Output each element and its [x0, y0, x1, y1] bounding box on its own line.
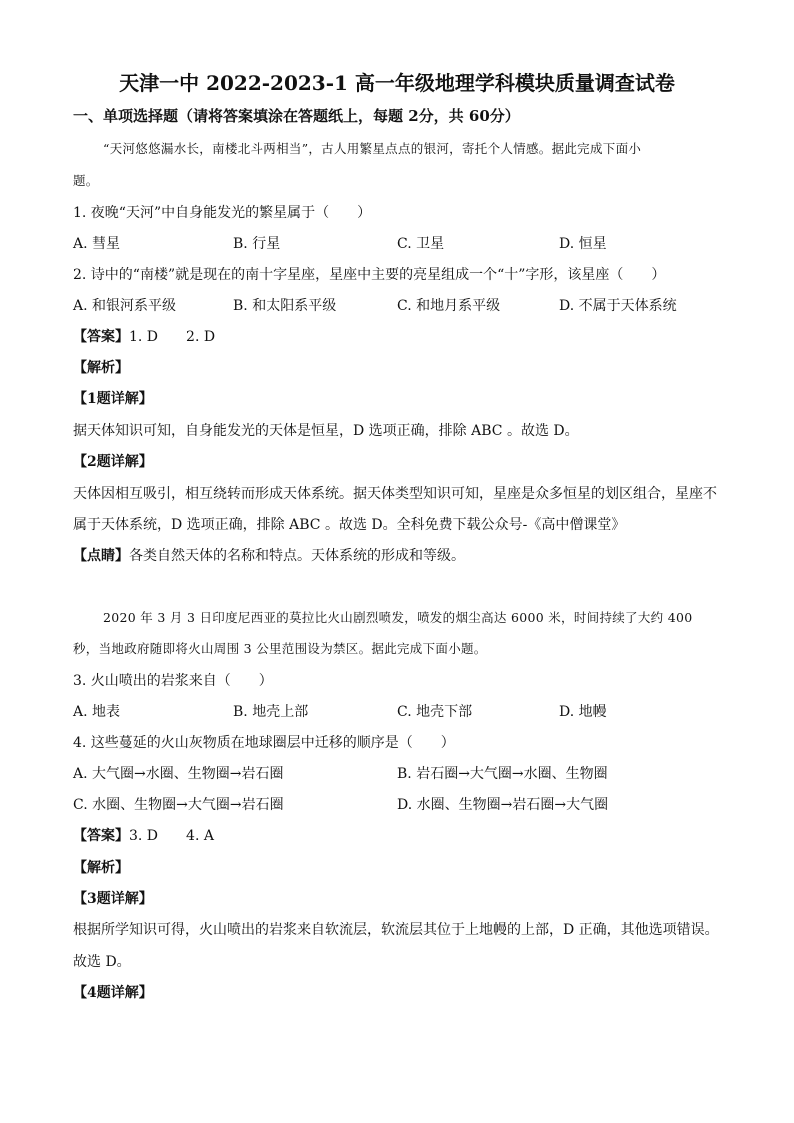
q2-option-c: C. 和地月系平级 [397, 298, 501, 314]
section-heading: 一、单项选择题（请将答案填涂在答题纸上，每题 2分，共 60分） [73, 107, 520, 125]
tip-block [73, 547, 465, 565]
answer-text: 3. D 4. A [129, 828, 214, 844]
passage-1-line-2: 题。 [73, 173, 99, 188]
q2-option-b: B. 和太阳系平级 [233, 298, 337, 314]
q1-option-c: C. 卫星 [397, 236, 445, 252]
detail-4-label: 【4题详解】 [73, 985, 153, 1001]
q1-option-d: D. 恒星 [559, 236, 607, 252]
q2-option-a: A. 和银河系平级 [73, 298, 177, 314]
q3-option-d: D. 地幔 [559, 704, 607, 720]
answer-text: 1. D 2. D [129, 329, 216, 345]
answer-block-1 [73, 328, 215, 346]
passage-2-line-1: 2020 年 3 月 3 日印度尼西亚的莫拉比火山剧烈喷发，喷发的烟尘高达 6000 米，时间持续了大约 400 [103, 610, 693, 625]
detail-3-label: 【3题详解】 [73, 891, 153, 907]
passage-2-line-2: 秒，当地政府随即将火山周围 3 公里范围设为禁区。据此完成下面小题。 [73, 641, 487, 656]
answer-label: 【答案】 [73, 329, 129, 345]
q4-option-c: C. 水圈、生物圈→大气圈→岩石圈 [73, 797, 284, 813]
detail-2-label: 【2题详解】 [73, 454, 153, 470]
q4-option-b: B. 岩石圈→大气圈→水圈、生物圈 [397, 766, 608, 782]
analysis-label: 【解析】 [73, 360, 129, 376]
answer-label: 【答案】 [73, 828, 129, 844]
detail-2-line-2: 属于天体系统，D 选项正确，排除 ABC 。故选 D。全科免费下载公众号-《高中僧课堂》 [73, 517, 626, 533]
q3-option-a: A. 地表 [73, 704, 121, 720]
tip-text: 各类自然天体的名称和特点。天体系统的形成和等级。 [129, 548, 465, 564]
detail-3-line-2: 故选 D。 [73, 954, 131, 970]
question-1: 1. 夜晚“天河”中自身能发光的繁星属于（ ） [73, 205, 372, 221]
question-2: 2. 诗中的“南楼”就是现在的南十字星座，星座中主要的亮星组成一个“十”字形，该星座（ ） [73, 267, 666, 283]
q1-option-a: A. 彗星 [73, 236, 121, 252]
analysis-label: 【解析】 [73, 860, 129, 876]
detail-1-label: 【1题详解】 [73, 391, 153, 407]
passage-1-line-1: “天河悠悠漏水长，南楼北斗两相当”，古人用繁星点点的银河，寄托个人情感。据此完成下面小 [103, 141, 642, 156]
q4-option-a: A. 大气圈→水圈、生物圈→岩石圈 [73, 766, 284, 782]
detail-3-line-1: 根据所学知识可得，火山喷出的岩浆来自软流层，软流层其位于上地幔的上部，D 正确，其他选项错误。 [73, 922, 719, 938]
detail-1-text: 据天体知识可知，自身能发光的天体是恒星，D 选项正确，排除 ABC 。故选 D。 [73, 423, 579, 439]
page-title: 天津一中 2022-2023-1 高一年级地理学科模块质量调查试卷 [119, 71, 675, 95]
answer-block-2 [73, 827, 214, 845]
detail-2-line-1: 天体因相互吸引，相互绕转而形成天体系统。据天体类型知识可知，星座是众多恒星的划区组合，星座不 [73, 486, 717, 502]
q1-option-b: B. 行星 [233, 236, 281, 252]
q2-option-d: D. 不属于天体系统 [559, 298, 677, 314]
question-4: 4. 这些蔓延的火山灰物质在地球圈层中迁移的顺序是（ ） [73, 735, 455, 751]
q3-option-b: B. 地壳上部 [233, 704, 309, 720]
tip-label: 【点睛】 [73, 548, 129, 564]
question-3: 3. 火山喷出的岩浆来自（ ） [73, 673, 273, 689]
q4-option-d: D. 水圈、生物圈→岩石圈→大气圈 [397, 797, 609, 813]
q3-option-c: C. 地壳下部 [397, 704, 473, 720]
